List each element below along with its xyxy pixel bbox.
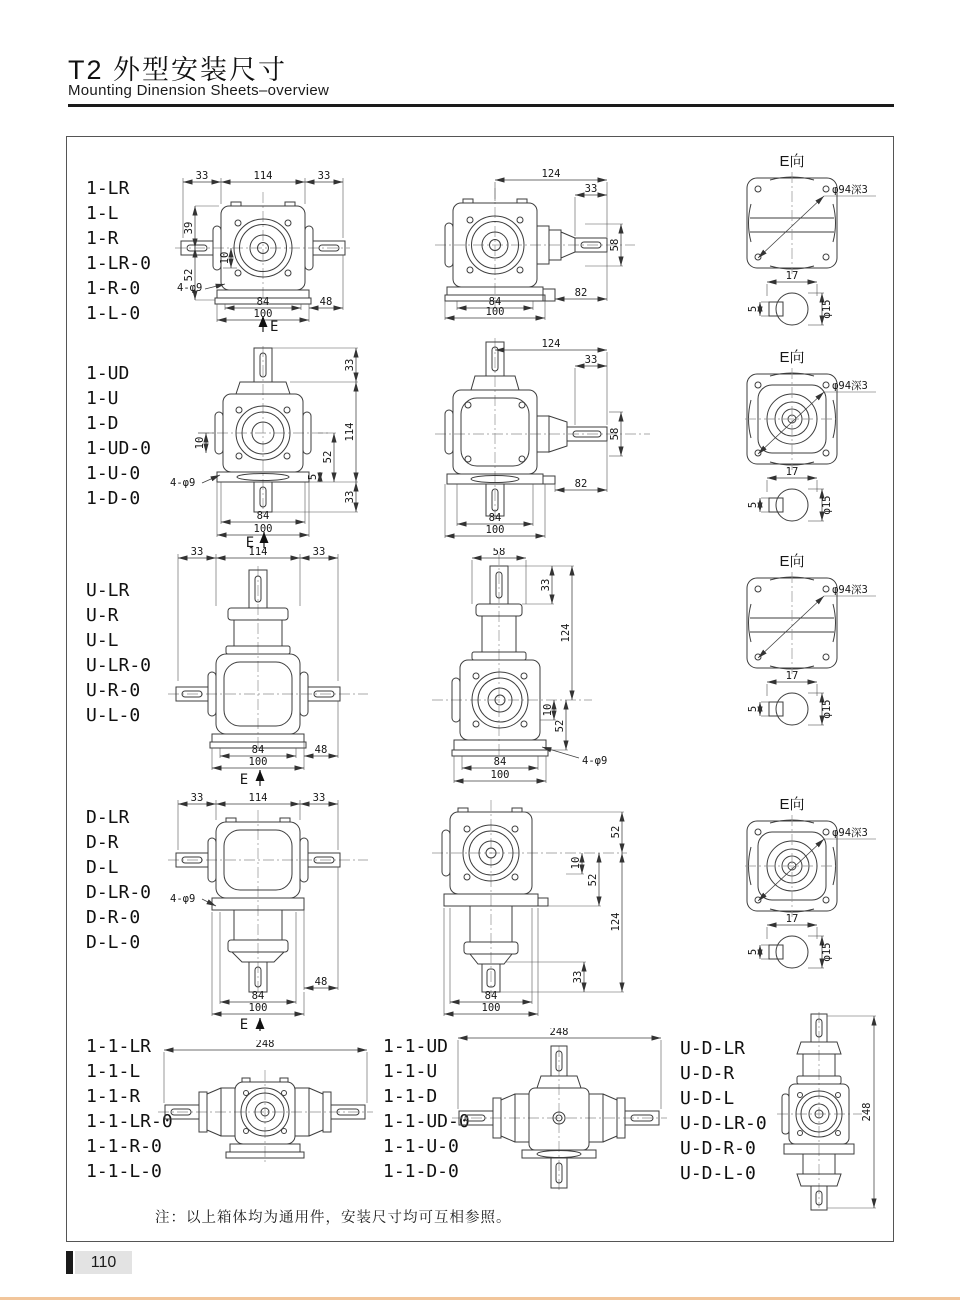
dim-label: 82 [574, 478, 588, 490]
dim-label: 100 [490, 769, 510, 781]
dim-label: 114 [344, 422, 356, 442]
model-label: 1-D [86, 413, 119, 434]
model-label: U-R-0 [86, 680, 141, 701]
model-label: U-D-LR-0 [680, 1113, 767, 1134]
dim-label: 100 [248, 756, 268, 768]
e-view-title: E向 [779, 349, 805, 366]
dim-label: 5 [747, 501, 759, 509]
dim-label: 124 [560, 623, 572, 643]
model-label: 1-L-0 [86, 303, 141, 324]
model-label: 1-1-UD-0 [383, 1111, 470, 1132]
page-number: 110 [75, 1251, 132, 1274]
dim-label: 52 [610, 825, 622, 839]
model-label: 1-1-R [86, 1086, 141, 1107]
page-edge [0, 1297, 960, 1300]
shaft-key-section [747, 913, 833, 968]
dim-label: 248 [861, 1102, 873, 1122]
model-label: 1-1-L-0 [86, 1161, 162, 1182]
model-label: 1-U-0 [86, 463, 141, 484]
dimensions [170, 348, 358, 537]
dim-label: φ15 [821, 299, 833, 319]
dim-label: φ15 [821, 942, 833, 962]
model-label: 1-LR [86, 178, 130, 199]
dim-label: 5 [747, 305, 759, 313]
view-label: E [239, 1017, 249, 1032]
row1-front-view-drawing [175, 170, 350, 335]
dim-label: 17 [785, 670, 799, 682]
dim-label: 39 [183, 221, 195, 235]
dim-label: 58 [492, 548, 506, 558]
dim-label: 100 [485, 524, 505, 536]
dim-label: 84 [493, 756, 507, 768]
row4-front-view-drawing [168, 792, 368, 1032]
dimensions [454, 548, 607, 783]
dim-label: 114 [248, 792, 268, 804]
dim-label: 17 [785, 913, 799, 925]
dim-label: φ94深3 [832, 827, 868, 839]
gearbox-body [452, 566, 548, 756]
gearbox-body [445, 199, 607, 301]
view-label: E [270, 319, 279, 335]
dim-label: φ15 [821, 495, 833, 515]
dim-label: 33 [317, 170, 331, 182]
model-label: U-R [86, 605, 119, 626]
dim-label: 33 [344, 358, 356, 372]
dimensions [164, 1040, 367, 1103]
dim-label: 84 [488, 512, 502, 524]
dim-label: 17 [785, 466, 799, 478]
group3-drawing [752, 1012, 887, 1212]
model-label: D-L-0 [86, 932, 141, 953]
dim-label: 5 [307, 473, 319, 481]
dim-label: 10 [219, 251, 231, 265]
bolt-callout: 4-φ9 [170, 893, 196, 905]
view-direction [240, 1017, 260, 1032]
dim-label: 124 [610, 912, 622, 932]
footnote: 注：以上箱体均为通用件，安装尺寸均可互相参照。 [155, 1210, 512, 1226]
dimensions [177, 170, 343, 322]
dim-label: 248 [549, 1028, 569, 1038]
dim-label: 100 [248, 1002, 268, 1014]
page-title: T2 外型安装尺寸 [68, 55, 288, 85]
model-label: U-L [86, 630, 119, 651]
dim-label: 48 [314, 976, 328, 988]
view-label: E [239, 772, 249, 788]
dim-label: 52 [554, 719, 566, 733]
dim-label: 84 [251, 990, 265, 1002]
row2-e-view-drawing [720, 348, 880, 526]
model-label: 1-1-U-0 [383, 1136, 459, 1157]
model-label: 1-1-LR [86, 1036, 152, 1057]
header-rule [68, 104, 894, 107]
dim-label: φ15 [821, 699, 833, 719]
dim-label: 124 [541, 168, 561, 180]
dim-label: 100 [485, 306, 505, 318]
model-label: U-LR-0 [86, 655, 152, 676]
row1-side-view-drawing [435, 168, 660, 322]
dim-label: φ94深3 [832, 584, 868, 596]
dim-label: 33 [190, 546, 204, 558]
row3-front-view-drawing [168, 546, 368, 788]
row3-side-view-drawing [432, 548, 667, 786]
dim-label: 33 [540, 578, 552, 592]
dim-label: 33 [312, 792, 326, 804]
dim-label: 17 [785, 270, 799, 282]
bolt-callout: 4-φ9 [582, 755, 608, 767]
dimensions [827, 1016, 876, 1208]
model-label: 1-1-UD [383, 1036, 449, 1057]
face-outline [745, 815, 839, 917]
dim-label: 48 [319, 296, 333, 308]
dim-label: 5 [747, 948, 759, 956]
dim-label: 52 [183, 268, 195, 282]
dim-label: 5 [747, 705, 759, 713]
dim-label: 82 [574, 287, 588, 299]
bolt-circle-dim [758, 184, 876, 258]
bolt-circle-dim [758, 584, 876, 658]
row2-front-view-drawing [168, 346, 368, 548]
centerlines [432, 554, 592, 758]
face-outline [745, 368, 839, 470]
page-subtitle: Mounting Dinension Sheets–overview [68, 82, 330, 99]
dim-label: 84 [256, 296, 270, 308]
model-label: 1-D-0 [86, 488, 141, 509]
group1-drawing [158, 1040, 373, 1175]
model-label: D-LR-0 [86, 882, 152, 903]
dim-label: 33 [584, 183, 598, 195]
dim-label: 84 [256, 510, 270, 522]
model-label: 1-1-L [86, 1061, 141, 1082]
model-label: 1-R-0 [86, 278, 141, 299]
dim-label: 33 [190, 792, 204, 804]
e-view-title: E向 [779, 553, 805, 570]
model-list-row1 [86, 176, 151, 326]
model-label: 1-1-D [383, 1086, 438, 1107]
model-label: U-D-L [680, 1088, 735, 1109]
model-label: U-L-0 [86, 705, 141, 726]
model-label: 1-U [86, 388, 119, 409]
bolt-callout: 4-φ9 [177, 282, 203, 294]
gearbox-body [782, 1014, 854, 1210]
model-label: D-L [86, 857, 119, 878]
centerlines [198, 346, 328, 516]
shaft-key-section [747, 670, 833, 725]
model-label: U-D-R-0 [680, 1138, 756, 1159]
row3-e-view-drawing [720, 552, 880, 730]
dimensions [170, 792, 338, 1016]
dim-label: φ94深3 [832, 380, 868, 392]
model-label: 1-LR-0 [86, 253, 152, 274]
row4-side-view-drawing [432, 792, 667, 1020]
e-view-title: E向 [779, 153, 805, 170]
dim-label: 84 [488, 296, 502, 308]
model-list-row4 [86, 805, 151, 955]
model-label: U-D-LR [680, 1038, 746, 1059]
model-label: D-R-0 [86, 907, 141, 928]
model-label: 1-R [86, 228, 119, 249]
page-number-bar [66, 1251, 73, 1274]
model-label: D-LR [86, 807, 130, 828]
model-label: U-D-R [680, 1063, 735, 1084]
face-outline [747, 172, 837, 274]
dim-label: 10 [570, 856, 582, 870]
group2-drawing [452, 1028, 667, 1193]
row1-e-view-drawing [720, 152, 880, 330]
model-label: 1-L [86, 203, 119, 224]
model-label: 1-UD-0 [86, 438, 152, 459]
row4-e-view-drawing [720, 795, 880, 973]
dim-label: φ94深3 [832, 184, 868, 196]
model-label: U-LR [86, 580, 130, 601]
model-label: 1-1-D-0 [383, 1161, 459, 1182]
centerlines [158, 1070, 373, 1165]
dimensions [444, 812, 624, 1016]
shaft-key-section [747, 270, 833, 325]
dim-label: 124 [541, 338, 561, 350]
dim-label: 84 [484, 990, 498, 1002]
shaft-key-section [747, 466, 833, 521]
bolt-callout: 4-φ9 [170, 477, 196, 489]
dim-label: 58 [609, 238, 621, 252]
dim-label: 33 [572, 970, 584, 984]
model-label: 1-UD [86, 363, 130, 384]
dim-label: 100 [253, 308, 273, 320]
e-view-title: E向 [779, 796, 805, 813]
dim-label: 10 [542, 703, 554, 717]
dimensions [445, 338, 623, 538]
dim-label: 10 [194, 436, 206, 450]
dim-label: 100 [481, 1002, 501, 1014]
dim-label: 58 [609, 427, 621, 441]
model-label: 1-1-LR-0 [86, 1111, 173, 1132]
dim-label: 33 [195, 170, 209, 182]
centerlines [452, 1046, 667, 1190]
dim-label: 84 [251, 744, 265, 756]
face-outline [747, 572, 837, 674]
dim-label: 52 [587, 873, 599, 887]
dim-label: 114 [248, 546, 268, 558]
model-list-row2 [86, 361, 151, 511]
model-label: 1-1-R-0 [86, 1136, 162, 1157]
dim-label: 33 [312, 546, 326, 558]
model-list-row3 [86, 578, 151, 728]
model-label: U-D-L-0 [680, 1163, 756, 1184]
dim-label: 33 [344, 490, 356, 504]
dim-label: 48 [314, 744, 328, 756]
dim-label: 100 [253, 523, 273, 535]
model-label: 1-1-U [383, 1061, 438, 1082]
dim-label: 33 [584, 354, 598, 366]
dimensions [458, 1028, 661, 1109]
dim-label: 248 [255, 1040, 275, 1050]
model-label: D-R [86, 832, 119, 853]
row2-side-view-drawing [435, 338, 660, 540]
dim-label: 52 [322, 450, 334, 464]
centerlines [432, 800, 627, 996]
view-direction [240, 770, 260, 788]
view-label: E [245, 535, 255, 548]
dim-label: 114 [253, 170, 273, 182]
